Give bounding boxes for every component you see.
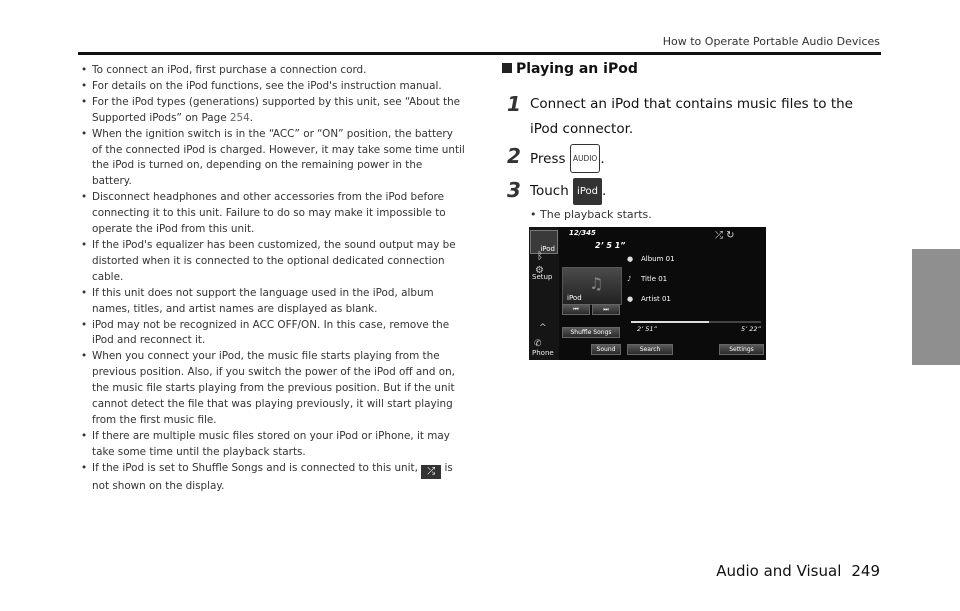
album-art-label: iPod xyxy=(567,294,582,302)
album-art xyxy=(562,267,622,305)
note-item: • To connect an iPod, first purchase a connection cord. xyxy=(80,63,465,79)
next-track-button[interactable]: ⏭ xyxy=(592,304,620,315)
note-item: • For details on the iPod functions, see the iPod's instruction manual. xyxy=(80,79,465,95)
step-text: Press AUDIO . xyxy=(530,144,605,173)
remaining-time: 2’ 5 1” xyxy=(595,241,626,250)
step-result: • The playback starts. xyxy=(530,208,652,221)
progress-fill xyxy=(631,321,709,323)
gear-icon: ⚙ xyxy=(535,265,544,276)
music-note-icon: ♫ xyxy=(589,274,604,293)
sound-button[interactable]: Sound xyxy=(591,344,621,355)
step-text: Connect an iPod that contains music files to the iPod connector. xyxy=(530,96,853,137)
shuffle-icon: ⤮ xyxy=(421,465,441,479)
search-button[interactable]: Search xyxy=(627,344,673,355)
screen-ipod-button[interactable]: iPod xyxy=(530,230,558,254)
note-item: • iPod may not be recognized in ACC OFF/ON. In this case, remove the iPod and reconnect it. xyxy=(80,318,465,350)
note-item: • Disconnect headphones and other accessories from the iPod before connecting it to this unit. Failure to do so may make it impossible to operate the iPod from this unit. xyxy=(80,190,465,238)
step-number: 2 xyxy=(507,144,521,168)
running-header: How to Operate Portable Audio Devices xyxy=(662,35,880,48)
shuffle-songs-button[interactable]: Shuffle Songs xyxy=(562,327,620,338)
album-row: ● Album 01 xyxy=(627,255,675,263)
note-item: • If the iPod's equalizer has been customized, the sound output may be distorted when it is connected to the optional dedicated connection cable. xyxy=(80,238,465,286)
note-item: • If the iPod is set to Shuffle Songs and is connected to this unit, ⤮ is not shown on the display. xyxy=(80,461,465,495)
header-rule xyxy=(78,52,881,55)
note-item: • When the ignition switch is in the “ACC” or “ON” position, the battery of the connected iPod is charged. However, it may take some time until the iPod is turned on, depending on the remaining power in the battery. xyxy=(80,127,465,191)
shuffle-repeat-icons: ⤮ ↻ xyxy=(715,230,735,241)
disc-icon: ● xyxy=(627,255,634,263)
section-title: Playing an iPod xyxy=(502,61,638,77)
device-screenshot xyxy=(529,227,766,360)
progress-bar[interactable] xyxy=(631,321,761,323)
page-footer xyxy=(716,562,880,580)
settings-button[interactable]: Settings xyxy=(719,344,764,355)
ipod-key-icon: iPod xyxy=(573,178,602,205)
side-tab-marker xyxy=(912,249,960,365)
artist-row: ● Artist 01 xyxy=(627,295,671,303)
prev-track-button[interactable]: ⏮ xyxy=(562,304,590,315)
phone-icon: ✆ xyxy=(534,339,542,349)
section-square-icon xyxy=(502,63,512,73)
title-row: ♪ Title 01 xyxy=(627,275,668,283)
track-count: 12/345 xyxy=(569,229,596,237)
total-time: 5’ 22” xyxy=(741,325,761,333)
bluetooth-icon: ᛒ xyxy=(537,251,543,262)
music-note-icon: ♪ xyxy=(627,275,632,283)
page-number: 249 xyxy=(851,562,880,580)
step-number: 1 xyxy=(507,92,521,116)
screen-phone-button[interactable]: Phone xyxy=(532,349,554,357)
screen-setup-button[interactable]: Setup xyxy=(532,273,553,281)
note-item: • If there are multiple music files stored on your iPod or iPhone, it may take some time until the playback starts. xyxy=(80,429,465,461)
note-item: • If this unit does not support the language used in the iPod, album names, titles, and artist names are displayed as blank. xyxy=(80,286,465,318)
elapsed-time: 2’ 51” xyxy=(637,325,657,333)
notes-list xyxy=(80,63,465,495)
step-number: 3 xyxy=(507,178,521,202)
note-item: • When you connect your iPod, the music file starts playing from the previous position. Also, if you switch the power of the iPod off and on, the music file starts playing from the previous position. But if the unit cannot detect the file that was playing previously, it will start playing from the first music file. xyxy=(80,349,465,429)
chevron-up-icon[interactable]: ^ xyxy=(539,323,547,333)
footer-section-label: Audio and Visual xyxy=(716,562,842,580)
step-text: Touch iPod . xyxy=(530,178,606,205)
audio-key-icon: AUDIO xyxy=(570,144,601,173)
person-icon: ● xyxy=(627,295,634,303)
page-link[interactable]: 254 xyxy=(229,111,250,124)
note-item: • For the iPod types (generations) supported by this unit, see “About the Supported iPods” on Page 254. xyxy=(80,95,465,127)
